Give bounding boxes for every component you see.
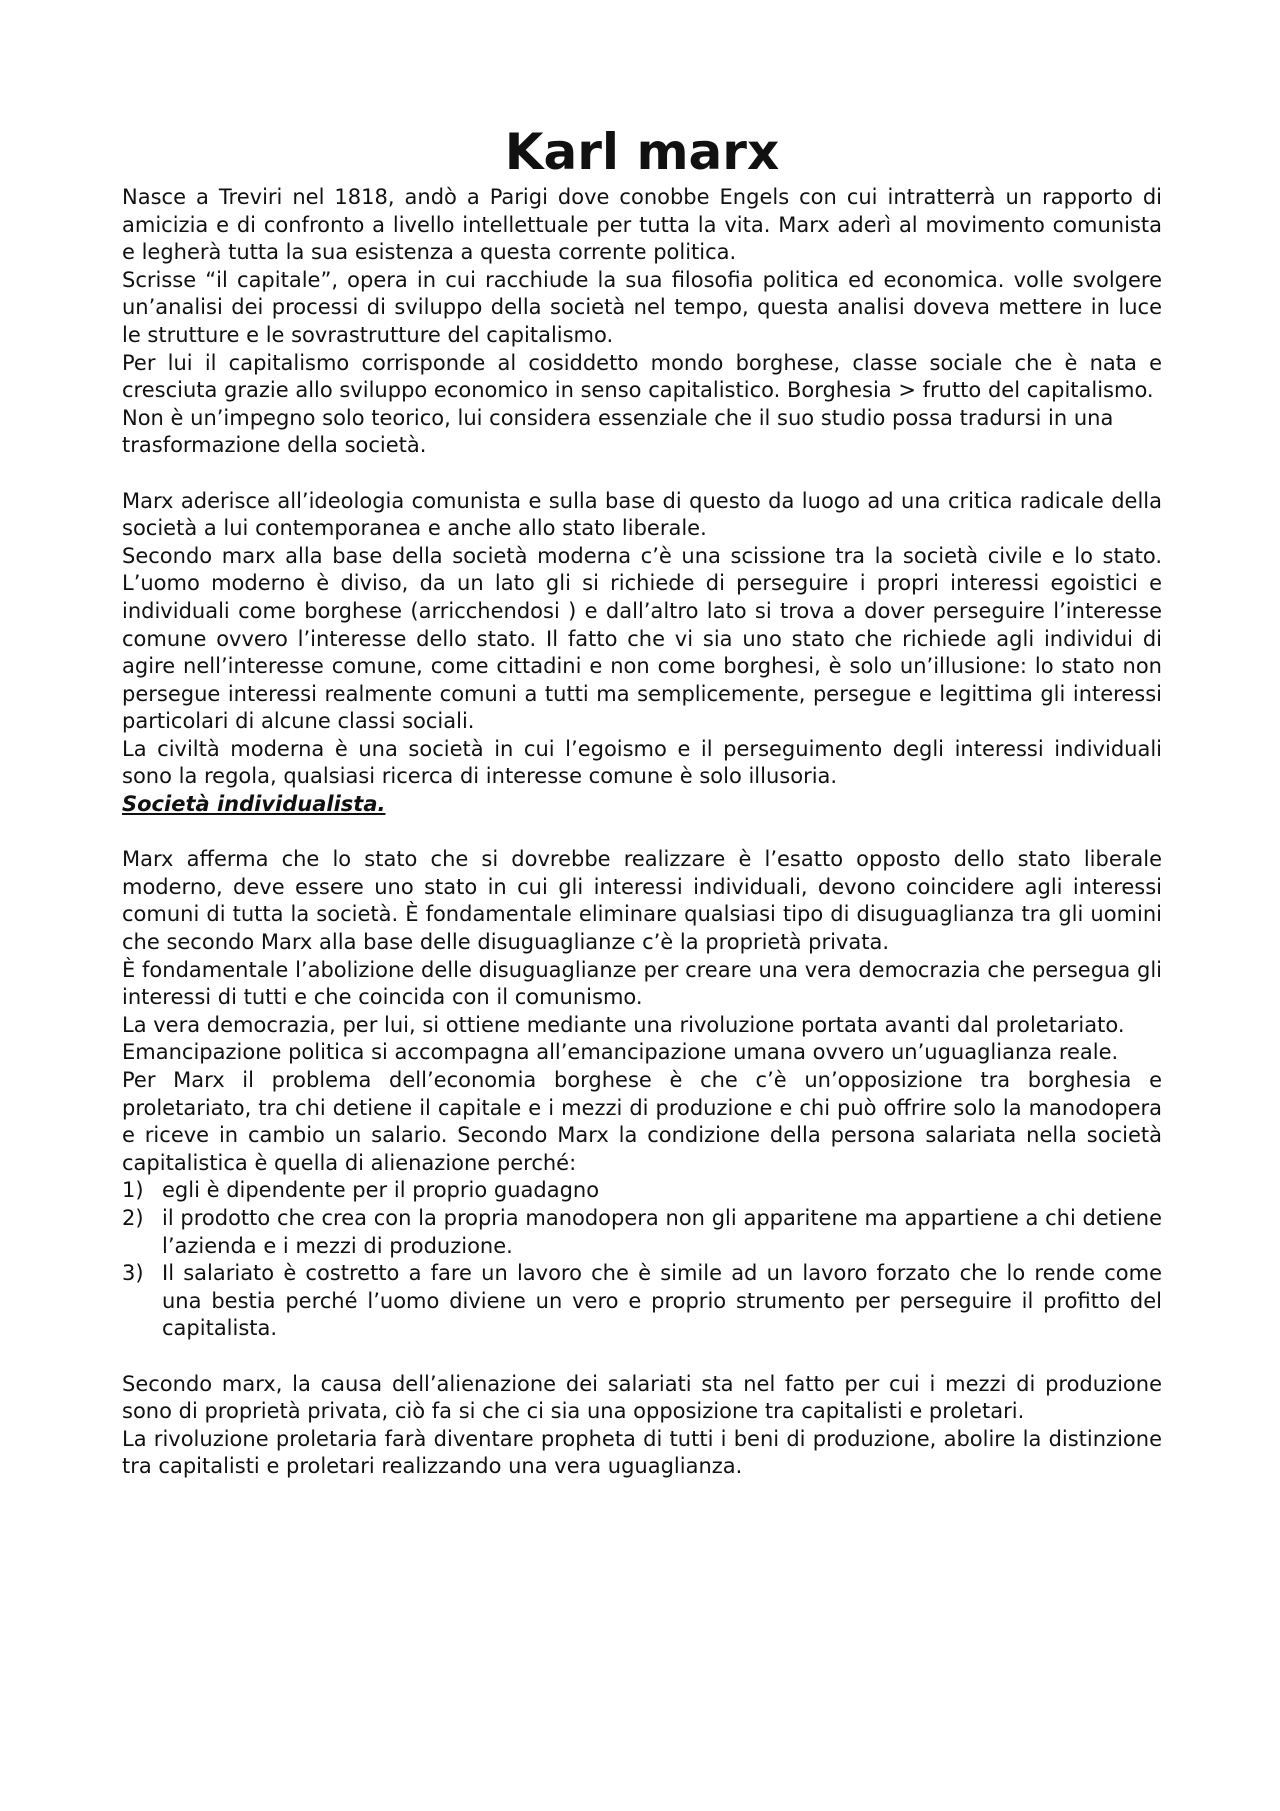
paragraph-stato-ideale: Marx afferma che lo stato che si dovrebbe realizzare è l’esatto opposto dello stato liberale moderno, deve essere uno stato in cui gli interessi individuali, devono coincidere agli interessi comuni di tutta la società. È fondamentale eliminare qualsiasi tipo di disuguaglianza tra gli uomini che secondo Marx alla base delle disuguaglianze c’è la proprietà privata. (122, 847, 1162, 955)
paragraph-vera-democrazia: La vera democrazia, per lui, si ottiene mediante una rivoluzione portata avanti dal proletariato. (122, 1012, 1125, 1037)
alienation-list (122, 1177, 1162, 1343)
emphasis-societa-individualista: Società individualista. (122, 792, 386, 817)
document-page (122, 120, 1162, 1481)
paragraph-il-capitale: Scrisse “il capitale”, opera in cui racchiude la sua filosofia politica ed economica. volle svolgere un’analisi dei processi di sviluppo della società nel tempo, questa analisi doveva mettere in luce le strutture e le sovrastrutture del capitalismo. (122, 267, 1162, 347)
document-title: Karl marx (504, 123, 780, 181)
list-item-text: Il salariato è costretto a fare un lavoro che è simile ad un lavoro forzato che lo rende come una bestia perché l’uomo diviene un vero e proprio strumento per perseguire il profitto del capitalista. (162, 1261, 1162, 1341)
paragraph-biography: Nasce a Treviri nel 1818, andò a Parigi dove conobbe Engels con cui intratterrà un rapporto di amicizia e di confronto a livello intellettuale per tutta la vita. Marx aderì al movimento comunista e legherà tutta la sua esistenza a questa corrente politica. (122, 185, 1162, 265)
list-item-text: egli è dipendente per il proprio guadagno (162, 1178, 600, 1203)
blank-line (122, 460, 1162, 488)
paragraph-civilta-moderna: La civiltà moderna è una società in cui l’egoismo e il perseguimento degli interessi individuali sono la regola, qualsiasi ricerca di interesse comune è solo illusoria. (122, 736, 1162, 789)
blank-line (122, 1343, 1162, 1371)
list-item-number: 2) (122, 1205, 144, 1230)
paragraph-emancipazione: Emancipazione politica si accompagna all’emancipazione umana ovvero un’uguaglianza reale. (122, 1040, 1119, 1065)
paragraph-economia-borghese: Per Marx il problema dell’economia borghese è che c’è un’opposizione tra borghesia e proletariato, tra chi detiene il capitale e i mezzi di produzione e chi può offrire solo la manodopera e riceve in cambio un salario. Secondo Marx la condizione della persona salariata nella società capitalistica è quella di alienazione perché: (122, 1068, 1162, 1175)
paragraph-capitalismo-borghese: Per lui il capitalismo corrisponde al cosiddetto mondo borghese, classe sociale che è nata e cresciuta grazie allo sviluppo economico in senso capitalistico. Borghesia > frutto del capitalismo. (122, 350, 1162, 403)
paragraph-scissione-societa-stato: Secondo marx alla base della società moderna c’è una scissione tra la società civile e lo stato. L’uomo moderno è diviso, da un lato gli si richiede di perseguire i propri interessi egoistici e individuali come borghese (arricchendosi ) e dall’altro lato si trova a dover perseguire l’interesse comune ovvero l’interesse dello stato. Il fatto che vi sia uno stato che richiede agli individui di agire nell’interesse comune, come cittadini e non come borghesi, è solo un’illusione: lo stato non persegue interessi realmente comuni a tutti ma semplicemente, persegue e legittima gli interessi particolari di alcune classi sociali. (122, 543, 1162, 734)
paragraph-rivoluzione-proletaria: La rivoluzione proletaria farà diventare propheta di tutti i beni di produzione, abolire la distinzione tra capitalisti e proletari realizzando una vera uguaglianza. (122, 1426, 1162, 1479)
blank-line (122, 819, 1162, 847)
list-item-number: 3) (122, 1261, 144, 1286)
paragraph-causa-alienazione: Secondo marx, la causa dell’alienazione dei salariati sta nel fatto per cui i mezzi di produzione sono di proprietà privata, ciò fa si che ci sia una opposizione tra capitalisti e proletari. (122, 1371, 1162, 1424)
paragraph-ideologia-comunista: Marx aderisce all’ideologia comunista e sulla base di questo da luogo ad una critica radicale della società a lui contemporanea e anche allo stato liberale. (122, 488, 1162, 541)
paragraph-impegno-teorico: Non è un’impegno solo teorico, lui considera essenziale che il suo studio possa tradursi in una trasformazione della società. (122, 405, 1114, 458)
list-item (122, 1205, 1162, 1260)
list-item (122, 1177, 1162, 1205)
paragraph-abolizione-disuguaglianze: È fondamentale l’abolizione delle disuguaglianze per creare una vera democrazia che persegua gli interessi di tutti e che coincida con il comunismo. (122, 957, 1162, 1010)
list-item-number: 1) (122, 1178, 144, 1203)
list-item-text: il prodotto che crea con la propria manodopera non gli apparitene ma appartiene a chi detiene l’azienda e i mezzi di produzione. (162, 1205, 1162, 1258)
list-item (122, 1260, 1162, 1343)
